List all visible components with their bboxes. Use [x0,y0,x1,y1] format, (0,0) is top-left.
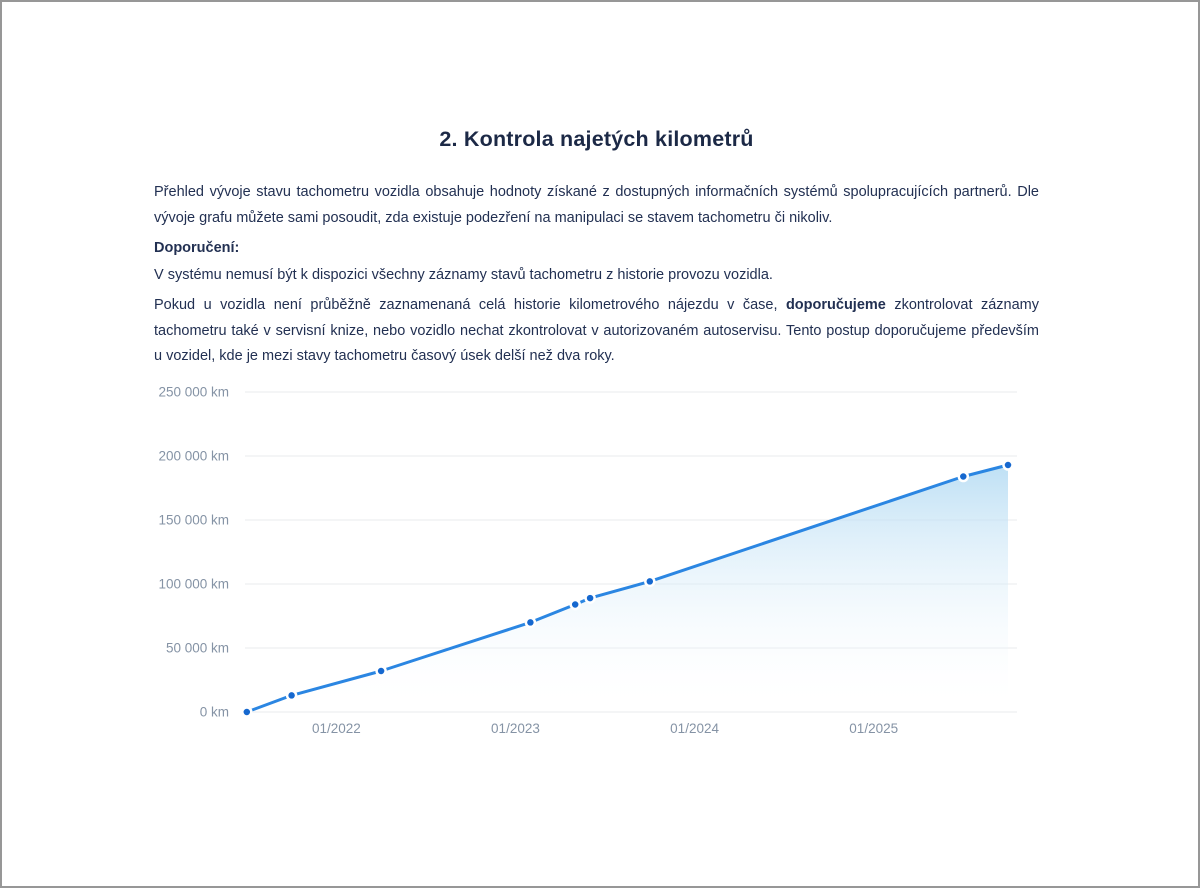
data-point-marker [1004,461,1013,470]
y-axis-label: 100 000 km [158,576,229,592]
text-run: zkontrolovat záznamy tachometru také v servisní knize, nebo vozidlo nechat zkontrolovat v autorizovaném autoservisu. Tento postup doporučujeme především u vozidel, kde je mezi stavy tachometru časový úsek delší než dva roky. [154,297,1039,364]
recommendation-label: Doporučení: [154,240,240,256]
x-axis-label: 01/2022 [311,721,361,736]
y-axis-label: 250 000 km [158,384,229,400]
intro-paragraph: Přehled vývoje stavu tachometru vozidla obsahuje hodnoty získané z dostupných informačních systémů spolupracujících partnerů. Dle vývoje grafu můžete sami posoudit, zda existuje podezření na manipulaci se stavem tachometru či nikoliv. [154,184,1039,226]
x-axis-label: 01/2023 [491,721,540,736]
odometer-chart-svg [152,382,1042,747]
data-point-marker [242,708,251,717]
data-point-marker [645,577,654,586]
x-axis-label: 01/2025 [849,721,899,736]
data-point-marker [586,594,595,603]
section-title: 2. Kontrola najetých kilometrů [439,127,754,151]
text-run: Pokud u vozidla není průběžně zaznamenaná celá historie kilometrového nájezdu v čase, [154,297,786,313]
availability-note: V systému nemusí být k dispozici všechny záznamy stavů tachometru z historie provozu vozidla. [154,266,773,283]
data-point-marker [526,618,535,627]
y-axis-label: 50 000 km [165,640,229,656]
x-axis-label: 01/2024 [670,721,719,736]
data-point-marker [959,472,968,481]
advice-paragraph [154,293,1039,370]
y-axis-label: 150 000 km [158,512,229,528]
y-axis-label: 200 000 km [158,448,229,464]
data-point-marker [571,600,580,609]
odometer-chart [152,382,1042,747]
emphasized-text: doporučujeme [785,297,886,313]
data-point-marker [287,691,296,700]
y-axis-label: 0 km [199,704,229,720]
data-point-marker [377,667,386,676]
report-section [154,2,1039,370]
